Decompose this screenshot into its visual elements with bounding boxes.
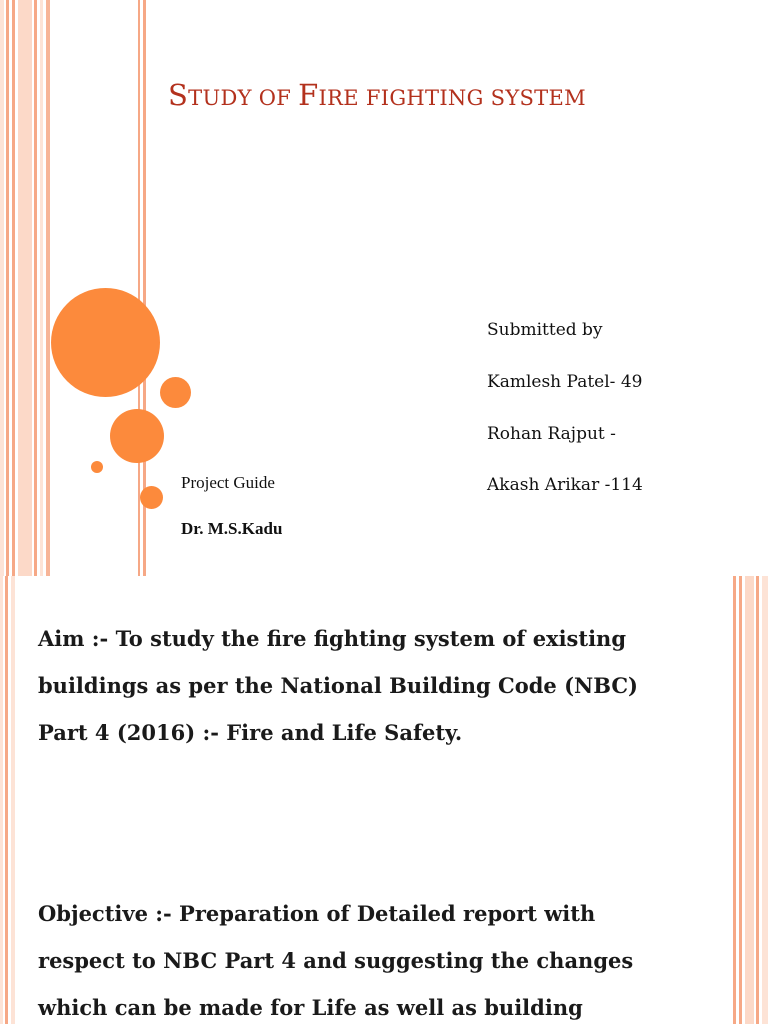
- aim-line: Aim :- To study the fire fighting system of existing: [38, 626, 627, 651]
- project-guide-label: Project Guide: [181, 473, 275, 492]
- decorative-stripe: [733, 576, 736, 1024]
- small-circle-decoration: [160, 377, 191, 408]
- aim-line: buildings as per the National Building Code (NBC): [38, 673, 638, 698]
- decorative-stripe: [5, 576, 8, 1024]
- decorative-stripe: [34, 0, 37, 576]
- decorative-stripe: [12, 0, 15, 576]
- decorative-stripe: [745, 576, 754, 1024]
- aim-objective-slide: [0, 576, 768, 1024]
- medium-circle-decoration: [110, 409, 164, 463]
- decorative-stripe: [11, 576, 15, 1024]
- aim-paragraph: [38, 615, 718, 756]
- decorative-stripe: [762, 576, 768, 1024]
- member-name: Kamlesh Patel- 49: [487, 372, 643, 392]
- objective-line: which can be made for Life as well as building: [38, 995, 583, 1020]
- decorative-stripe: [756, 576, 759, 1024]
- project-guide-name: Dr. M.S.Kadu: [181, 519, 283, 538]
- small-circle-decoration: [140, 486, 163, 509]
- member-name: Rohan Rajput -: [487, 424, 616, 444]
- large-circle-decoration: [51, 288, 160, 397]
- aim-line: Part 4 (2016) :- Fire and Life Safety.: [38, 720, 463, 745]
- decorative-stripe: [18, 0, 32, 576]
- objective-line: respect to NBC Part 4 and suggesting the changes: [38, 948, 634, 973]
- decorative-stripe: [0, 576, 3, 1024]
- submitted-by-label: Submitted by: [487, 320, 603, 340]
- decorative-stripe: [6, 0, 9, 576]
- objective-line: Objective :- Preparation of Detailed report with: [38, 901, 596, 926]
- tiny-circle-decoration: [91, 461, 103, 473]
- decorative-stripe: [0, 0, 4, 576]
- objective-paragraph: [38, 890, 718, 1024]
- member-name: Akash Arikar -114: [487, 475, 643, 495]
- slide-title: STUDY OF FIRE FIGHTING SYSTEM: [168, 78, 586, 112]
- decorative-stripe: [40, 0, 43, 576]
- decorative-stripe: [739, 576, 742, 1024]
- decorative-stripe: [138, 0, 140, 576]
- decorative-stripe: [46, 0, 50, 576]
